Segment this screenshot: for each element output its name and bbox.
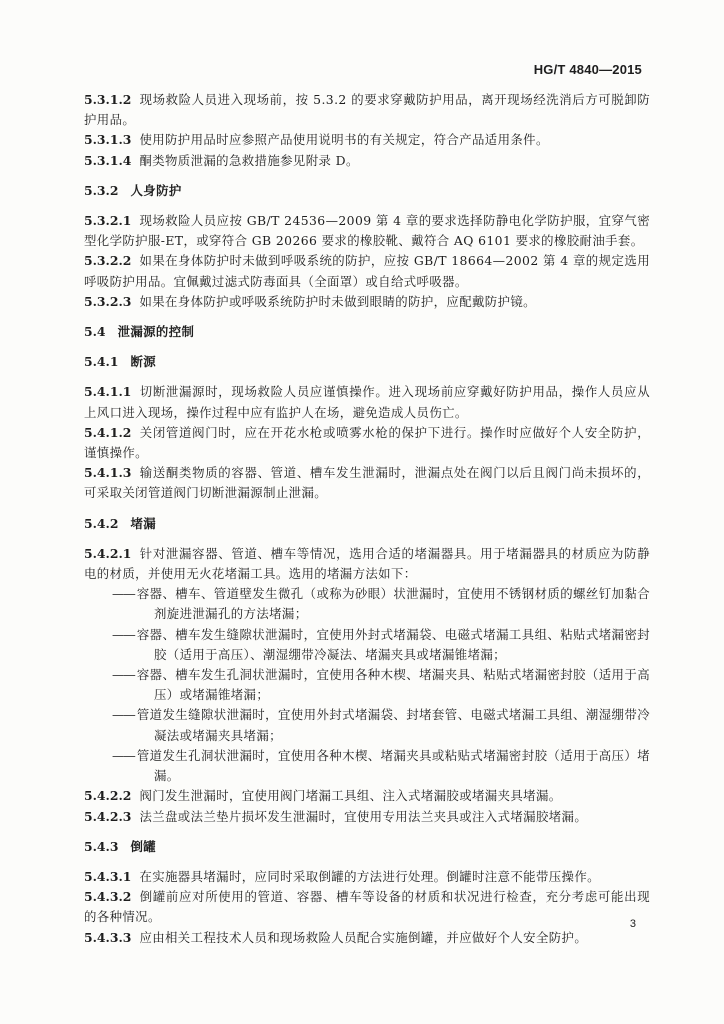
list-item-text: 容器、槽车发生缝隙状泄漏时，宜使用外封式堵漏袋、电磁式堵漏工具组、粘贴式堵漏密封胶（适用于高压）、潮湿绷带冷凝法、堵漏夹具或堵漏锥堵漏； [136, 626, 650, 662]
clause-number: 5.4.3.3 [84, 929, 132, 945]
clause-number: 5.3.2.2 [84, 253, 132, 269]
clause-text: 在实施器具堵漏时，应同时采取倒罐的方法进行处理。倒罐时注意不能带压操作。 [139, 868, 600, 884]
clause-text: 现场救险人员应按 GB/T 24536—2009 第 4 章的要求选择防静电化学防护服，宜穿气密型化学防护服-ET，或穿符合 GB 20266 要求的橡胶靴、戴符合 AQ 6101 要求的橡胶耐油手套。 [84, 213, 650, 249]
list-item-text: 容器、槽车发生孔洞状泄漏时，宜使用各种木楔、堵漏夹具、粘贴式堵漏密封胶（适用于高压）或堵漏锥堵漏； [136, 667, 650, 703]
clause-number: 5.3.1.4 [84, 152, 132, 168]
clause-number: 5.3.2.1 [84, 213, 132, 229]
clause-paragraph [84, 463, 650, 503]
clause-number: 5.3.2.3 [84, 293, 132, 309]
clause-number: 5.4.2.3 [84, 808, 132, 824]
clause-paragraph [84, 423, 650, 463]
clause-number: 5.4.1.3 [84, 465, 132, 481]
clause-text: 关闭管道阀门时，应在开花水枪或喷雾水枪的保护下进行。操作时应做好个人安全防护，谨慎操作。 [84, 424, 650, 461]
clause-text: 如果在身体防护时未做到呼吸系统的防护，应按 GB/T 18664—2002 第 4 章的规定选用呼吸防护用品。宜佩戴过滤式防毒面具（全面罩）或自给式呼吸器。 [84, 253, 650, 289]
clause-number: 5.4.1 [84, 354, 119, 370]
clause-paragraph [84, 130, 650, 150]
clause-text: 酮类物质泄漏的急救措施参见附录 D。 [139, 152, 359, 168]
clause-number: 5.4.1.1 [84, 384, 132, 400]
list-item [84, 665, 650, 705]
list-item [84, 746, 650, 786]
clause-text: 现场救险人员进入现场前，按 5.3.2 的要求穿戴防护用品，离开现场经洗消后方可脱卸防护用品。 [84, 92, 650, 128]
heading-text: 堵漏 [130, 515, 157, 531]
section-heading [84, 181, 650, 201]
list-item [84, 705, 650, 745]
section-heading [84, 322, 650, 342]
clause-text: 针对泄漏容器、管道、槽车等情况，选用合适的堵漏器具。用于堵漏器具的材质应为防静电的材质，并使用无火花堵漏工具。选用的堵漏方法如下： [84, 545, 650, 582]
clause-paragraph [84, 887, 650, 927]
clause-text: 如果在身体防护或呼吸系统防护时未做到眼睛的防护，应配戴防护镜。 [139, 293, 536, 309]
clause-paragraph [84, 151, 650, 171]
document-body [84, 90, 650, 948]
section-heading [84, 352, 650, 372]
clause-number: 5.4 [84, 324, 106, 340]
clause-text: 阀门发生泄漏时，宜使用阀门堵漏工具组、注入式堵漏胶或堵漏夹具堵漏。 [139, 788, 562, 804]
clause-paragraph [84, 211, 650, 251]
clause-paragraph [84, 867, 650, 887]
clause-number: 5.3.1.3 [84, 132, 132, 148]
clause-number: 5.3.1.2 [84, 92, 132, 107]
list-item [84, 625, 650, 665]
list-item-text: 管道发生孔洞状泄漏时，宜使用各种木楔、堵漏夹具或粘贴式堵漏密封胶（适用于高压）堵漏。 [136, 747, 650, 784]
clause-paragraph [84, 251, 650, 291]
clause-paragraph [84, 382, 650, 422]
heading-text: 断源 [130, 354, 157, 370]
clause-text: 切断泄漏源时，现场救险人员应谨慎操作。进入现场前应穿戴好防护用品，操作人员应从上风口进入现场，操作过程中应有监护人在场，避免造成人员伤亡。 [84, 384, 650, 420]
clause-number: 5.4.2.1 [84, 545, 132, 561]
clause-number: 5.4.3 [84, 838, 119, 854]
clause-text: 输送酮类物质的容器、管道、槽车发生泄漏时，泄漏点处在阀门以后且阀门尚未损坏的，可采取关闭管道阀门切断泄漏源制止泄漏。 [84, 465, 650, 501]
list-item-text: 管道发生缝隙状泄漏时，宜使用外封式堵漏袋、封堵套管、电磁式堵漏工具组、潮湿绷带冷凝法或堵漏夹具堵漏； [136, 707, 650, 743]
clause-paragraph [84, 928, 650, 948]
heading-text: 泄漏源的控制 [117, 324, 195, 340]
clause-number: 5.3.2 [84, 182, 119, 198]
clause-number: 5.4.3.1 [84, 868, 132, 884]
clause-number: 5.4.2.2 [84, 788, 132, 804]
clause-paragraph [84, 292, 650, 312]
heading-text: 人身防护 [130, 182, 182, 198]
clause-number: 5.4.1.2 [84, 424, 132, 440]
page-number: 3 [629, 918, 636, 930]
clause-paragraph [84, 807, 650, 827]
standard-number: HG/T 4840—2015 [533, 62, 642, 77]
clause-number: 5.4.2 [84, 515, 119, 531]
clause-text: 倒罐前应对所使用的管道、容器、槽车等设备的材质和状况进行检查，充分考虑可能出现的各种情况。 [84, 889, 650, 925]
list-item [84, 584, 650, 624]
heading-text: 倒罐 [130, 838, 157, 854]
clause-paragraph [84, 544, 650, 584]
clause-paragraph [84, 786, 650, 806]
section-heading [84, 514, 650, 534]
clause-text: 使用防护用品时应参照产品使用说明书的有关规定，符合产品适用条件。 [139, 132, 549, 148]
clause-text: 法兰盘或法兰垫片损坏发生泄漏时，宜使用专用法兰夹具或注入式堵漏胶堵漏。 [139, 808, 588, 824]
clause-paragraph [84, 90, 650, 130]
clause-text: 应由相关工程技术人员和现场救险人员配合实施倒罐，并应做好个人安全防护。 [139, 929, 588, 945]
section-heading [84, 837, 650, 857]
list-item-text: 容器、槽车、管道壁发生微孔（或称为砂眼）状泄漏时，宜使用不锈钢材质的螺丝钉加黏合剂旋进泄漏孔的方法堵漏； [136, 586, 650, 622]
clause-number: 5.4.3.2 [84, 889, 132, 905]
